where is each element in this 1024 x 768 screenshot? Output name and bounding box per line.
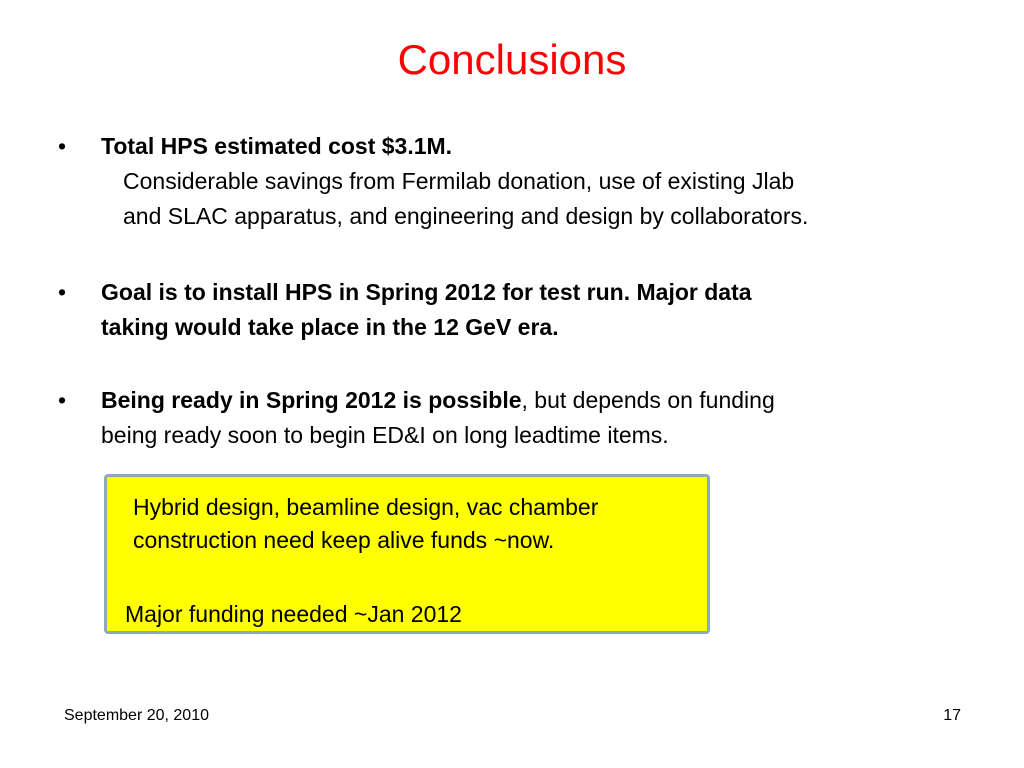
bullet-readiness-line1 bbox=[101, 383, 978, 418]
bullet-goal-line2: taking would take place in the 12 GeV era. bbox=[101, 314, 559, 340]
bullet-readiness-bold: Being ready in Spring 2012 is possible bbox=[101, 387, 522, 413]
slide-title: Conclusions bbox=[397, 36, 627, 83]
bullet-cost bbox=[58, 129, 978, 234]
callout-funding-note: Major funding needed ~Jan 2012 bbox=[125, 601, 462, 627]
bullet-cost-heading: Total HPS estimated cost $3.1M. bbox=[101, 133, 453, 159]
bullet-goal-line1: Goal is to install HPS in Spring 2012 for test run. Major data bbox=[101, 279, 752, 305]
footer-date: September 20, 2010 bbox=[64, 707, 209, 724]
callout-design-note bbox=[133, 491, 713, 557]
bullet-dot: • bbox=[58, 133, 67, 159]
bullet-dot: • bbox=[58, 279, 67, 305]
bullet-cost-detail-line1: Considerable savings from Fermilab donation, use of existing Jlab bbox=[123, 168, 795, 194]
bullet-goal bbox=[58, 275, 978, 345]
bullet-cost-detail-line2: and SLAC apparatus, and engineering and design by collaborators. bbox=[123, 203, 809, 229]
funding-callout-box bbox=[104, 474, 710, 634]
slide-number: 17 bbox=[943, 707, 961, 724]
bullet-dot: • bbox=[58, 387, 67, 413]
callout-line2: construction need keep alive funds ~now. bbox=[133, 527, 555, 553]
bullet-readiness-line2: being ready soon to begin ED&I on long leadtime items. bbox=[101, 422, 669, 448]
bullet-readiness-rest: , but depends on funding bbox=[521, 387, 775, 413]
bullet-readiness bbox=[58, 383, 978, 453]
callout-line1: Hybrid design, beamline design, vac chamber bbox=[133, 494, 599, 520]
